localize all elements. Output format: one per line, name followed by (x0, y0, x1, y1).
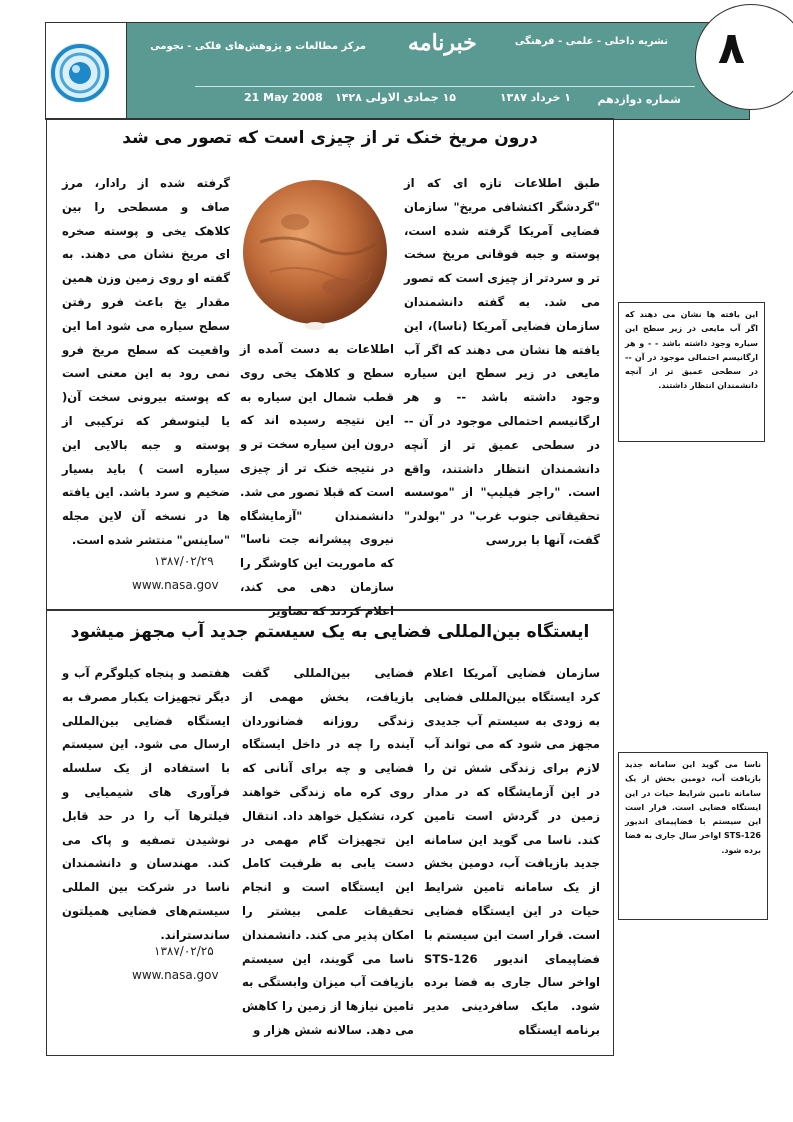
article-mars-column-left: گرفته شده از رادار، مرز صاف و مسطحی را بین کلاهک یخی و پوسته صخره ای مریخ نشان می دهند. به گفته او روی زمین وزن همین مقدار یخ باعث فرو رفتن سطح سیاره می شود اما این واقعیت که سطح مریخ فرو نمی رود به این معنی است که پوسته بیرونی سخت آن( یا لیتوسفر که ترکیبی از پوسته و جبه بالایی این سیاره است ) باید بسیار ضخیم و سرد باشد. این یافته ها در نسخه آن لاین مجله "ساینس" منتشر شده است. (62, 176, 230, 547)
issue-number: شماره دوازدهم (597, 93, 681, 106)
mars-planet-image (240, 172, 390, 334)
article-mars-column-right: طبق اطلاعات تازه ای که از "گردشگر اکتشافی مریخ" سازمان فضایی آمریکا گرفته شده است، پوسته و جبه فوقانی مریخ سخت تر و سردتر از چیزی است که تصور می شد. به گفته دانشمندان سازمان فضایی آمریکا (ناسا)، این یافته ها نشان می دهند که اگر آب مایعی در زیر سطح این سیاره وجود داشته باشد -- و هر ارگانیسم احتمالی موجود در آن -- در سطحی عمیق تر از آنچه دانشمندان انتظار داشتند، واقع است. "راجر فیلیپ" از "موسسه تحقیقاتی جنوب غرب" در "بولدر" گفت، آنها با بررسی (404, 176, 600, 547)
article-iss-source: www.nasa.gov (132, 968, 219, 982)
article-iss-column-left: هفتصد و پنجاه کیلوگرم آب و دیگر تجهیزات یکبار مصرف به ایستگاه فضایی بین‌المللی ارسال می شود. این سیستم با استفاده از یک سلسله فرآوری های شیمیایی و فیلترها آب را در حد قابل نوشیدن تصفیه و پاک می کند. مهندسان و دانشمندان ناسا در شرکت بین المللی سیستم‌های فضایی همیلتون ساندستراند. (62, 666, 230, 942)
article-iss-title: ایستگاه بین‌المللی فضایی به یک سیستم جدید آب مجهز میشود (70, 622, 590, 642)
article-iss-column-middle: فضایی بین‌المللی گفت بازیافت، بخش مهمی از زندگی روزانه فضانوردان آینده را چه در داخل ایستگاه فضایی و چه برای آنانی که روی کره ماه زندگی خواهند کرد، تشکیل خواهد داد. انتقال این تجهیزات گام مهمی در دست یابی به ظرفیت کامل این ایستگاه است و انجام تحقیقات علمی بیشتر را امکان پذیر می کند. دانشمندان ناسا می گویند، این سیستم بازیافت آب میزان وابستگی به تامین نیازها از زمین را کاهش می دهد. سالانه شش هزار و (242, 666, 414, 1037)
article-iss-sidebar: ناسا می گوید این سامانه جدید بازیافت آب، دومین بخش از یک سامانه تامین شرایط حیات در این ایستگاه فضایی است. قرار است این سیستم با فضاپیمای اندیور STS-126 اواخر سال جاری به فضا برده شود. (618, 752, 768, 920)
date-shamsi: ۱ خرداد ۱۳۸۷ (499, 91, 571, 104)
publication-type: نشریه داخلی - علمی - فرهنگی (514, 36, 668, 47)
date-hijri: ۱۵ جمادی الاولی ۱۴۲۸ (334, 91, 456, 104)
article-iss-date: ۱۳۸۷/۰۲/۲۵ (154, 944, 214, 958)
article-mars-title: درون مریخ خنک تر از چیزی است که تصور می شد (122, 128, 538, 148)
article-iss-column-right: سازمان فضایی آمریکا اعلام کرد ایستگاه بین‌المللی فضایی به زودی به سیستم آب جدیدی مجهز می شود که می تواند آب لازم برای زندگی شش تن را در این آزمایشگاه که در مدار زمین در گردش است تامین کند. ناسا می گوید این سامانه جدید بازیافت آب، دومین بخش از یک سامانه تامین شرایط حیات در این ایستگاه فضایی است. قرار است این سیستم با فضاپیمای اندیور STS-126 اواخر سال جاری به فضا برده شود. مایک سافردینی مدیر برنامه ایستگاه (424, 666, 600, 1037)
logo-box (45, 22, 127, 120)
page-number: ۸ (718, 23, 745, 74)
organization-logo-icon (46, 23, 126, 119)
article-mars-date: ۱۳۸۷/۰۲/۲۹ (154, 554, 214, 568)
brand-logo-text: خبرنامه (408, 30, 477, 56)
article-mars-source: www.nasa.gov (132, 578, 219, 592)
article-mars-sidebar: این یافته ها نشان می دهند که اگر آب مایعی در زیر سطح این سیاره وجود داشته باشد - - و هر ارگانیسم احتمالی موجود در آن -- در سطحی عمیق تر از آنچه دانشمندان انتظار داشتند. (618, 302, 765, 442)
article-mars-column-middle: اطلاعات به دست آمده از سطح و کلاهک یخی روی قطب شمال این سیاره به این نتیجه رسیده اند که درون این سیاره سخت تر و در نتیجه خنک تر از چیزی است که قبلا تصور می شد. دانشمندان "آزمایشگاه نیروی پیشرانه جت ناسا" که ماموریت این کاوشگر را سازمان دهی می کند، اعلام کردند که تصاویر (240, 342, 394, 618)
header-divider (195, 86, 695, 87)
organization-name: مرکز مطالعات و پژوهش‌های فلکی - نجومی (150, 41, 366, 52)
date-gregorian: 21 May 2008 (244, 91, 323, 104)
